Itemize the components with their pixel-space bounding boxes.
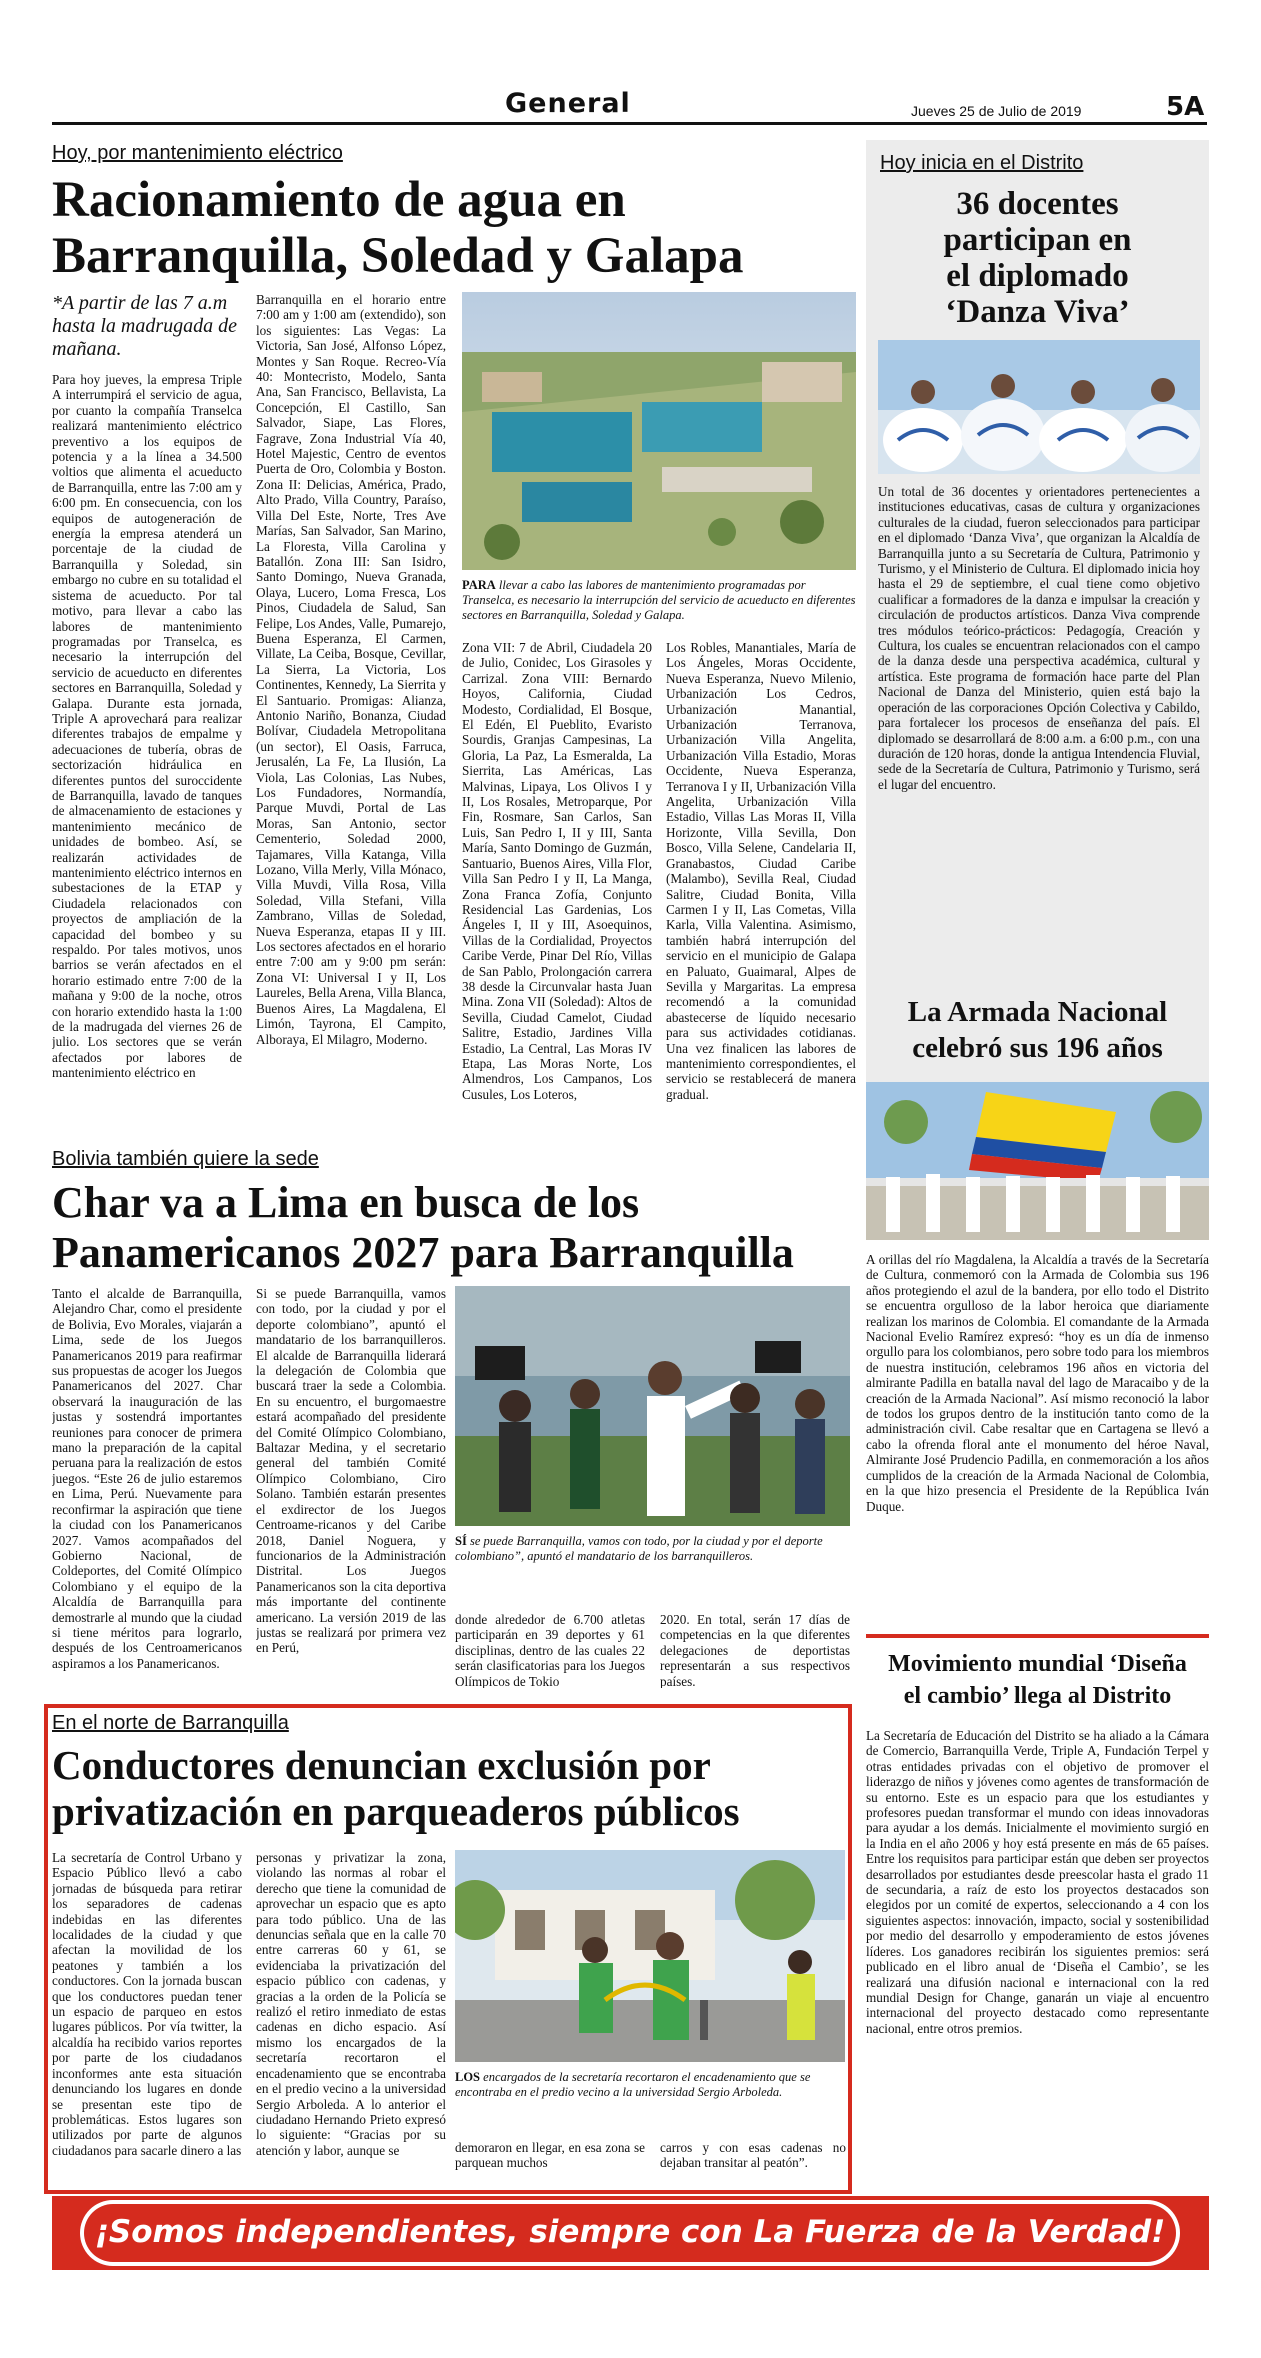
sidebar1-title-line2: participan en — [943, 222, 1132, 258]
article3-caption — [455, 2070, 845, 2104]
sidebar1-body: Un total de 36 docentes y orientadores pertenecientes a instituciones educativas, casas de cultura y organizaciones culturales de la ciudad, fueron seleccionados para participar en el diplomado ‘Danza Viva’, que organizan la Alcaldía de Barranquilla junto a su Secretaría de Cultura, Patrimonio y Turismo, y el Ministerio de Cultura. El diplomado inicia hoy hasta el 29 de septiembre, el cual tiene como objetivo cualificar a formadores de la danza e impulsar la creación y circulación de productos artísticos. Danza Viva comprende tres módulos teórico-prácticos: Pedagogía, Creación y Cultura, los cuales se encuentran relacionados con el campo de la danza desde una perspectiva académica, cultural y artística. Este programa de formación hace parte del Plan Nacional de Danza del Ministerio, quien está bajo la operación de las corporaciones Opción Colectiva y Cabildo, para fortalecer los procesos de enseñanza del país. El diplomado se desarrollará de 8:00 a.m. a 6:00 p.m., con una duración de 120 horas, donde la antigua Intendencia Fluvial, sede de la Secretaría de Cultura, Patrimonio y Turismo, será el lugar del encuentro. — [878, 484, 1200, 792]
article2-headline-line1: Char va a Lima en busca de los — [52, 1178, 640, 1227]
article2-col3: donde alrededor de 6.700 atletas participarán en 39 deportes y 61 disciplinas, dentro de las cuales 22 serán clasificatorias para los Juegos Olímpicos de Tokio — [455, 1612, 645, 1688]
header-date: Jueves 25 de Julio de 2019 — [911, 103, 1082, 119]
article3-headline-line2: privatización en parqueaderos públicos — [52, 1788, 740, 1834]
dancers-photo — [878, 340, 1200, 474]
article3-caption-text: encargados de la secretaría recortaron el encadenamiento que se encontraba en el predio vecino a la universidad Sergio Arboleda. — [455, 2070, 811, 2099]
article1-col4: Los Robles, Manantiales, María de Los Ángeles, Moras Occidente, Nueva Esperanza, Nuevo Milenio, Urbanización Los Cedros, Urbanización Manantial, Urbanización Terranova, Urbanización Villa Angelita, Urbanización Villa Estadio, Moras Occidente, Nueva Esperanza, Terranova I y II, Urbanización Villa Angelita, Urbanización Villa Estadio, Villas Las Moras II, Villa Horizonte, Villa Sevilla, Don Bosco, Villa Selene, Candelaria II, Granabastos, Ciudad Caribe (Malambo), Sevilla Real, Ciudad Salitre, Ciudad Bonita, Villa Carmen I y II, Las Cometas, Villa Karla, Villa Valentina. Asimismo, también habrá interrupción del servicio en el municipio de Galapa en Paluato, Guaimaral, Alpes de Sevilla y Margaritas. La empresa recomendó a la comunidad abastecerse de líquido necesario para sus actividades cotidianas. Una vez finalicen las labores de mantenimiento correspondientes, el servicio se restablecerá de manera gradual. — [666, 640, 856, 1102]
article3-col1: La secretaría de Control Urbano y Espacio Público llevó a cabo jornadas de búsqueda para retirar los separadores de cadenas indebidas en las diferentes localidades de la ciudad y que afectan la movilidad de los peatones y también a los conductores. Con la jornada buscan que los conductores puedan tener un espacio de parqueo en estos lugares públicos. Por vía twitter, la alcaldía ha recibido varios reportes por parte de los ciudadanos inconformes ante esta situación denunciando los lugares en donde se presentan este tipo de problemáticas. Estos lugares son utilizados por parte de algunos ciudadanos para sacarle dinero a las — [52, 1850, 242, 2158]
article2-caption-lead: SÍ — [455, 1534, 467, 1548]
sidebar3-title-line1: Movimiento mundial ‘Diseña — [888, 1651, 1187, 1677]
article2-caption-text: se puede Barranquilla, vamos con todo, por la ciudad y por el deporte colombiano”, apuntó el mandatario de los barranquilleros. — [455, 1534, 823, 1563]
sidebar1-title-line1: 36 docentes — [956, 186, 1119, 222]
article3-col3: demoraron en llegar, en esa zona se parquean muchos — [455, 2140, 645, 2171]
water-plant-image — [462, 292, 856, 570]
article2-headline-line2: Panamericanos 2027 para Barranquilla — [52, 1228, 794, 1277]
article1-headline-line1: Racionamiento de agua en — [52, 172, 626, 228]
article1-col2: Barranquilla en el horario entre 7:00 am y 1:00 am (extendido), son los siguientes: Las Vegas: La Victoria, San José, Alfonso López, Montes y San Roque. Recreo-Vía 40: Montecristo, Modelo, Santa Ana, San Francisco, Bellavista, La Concepción, El Castillo, San Salvador, Siape, Las Flores, Fagrave, Zona Industrial Vía 40, Hotel Majestic, Centro de eventos Puerta de Oro, Colombia y Boston. Zona II: Delicias, América, Prado, Alto Prado, Villa Country, Paraíso, Villa Del Este, Norte, Tres Ave Marías, San Salvador, San Marino, La Floresta, Villa Carolina y Batallón. Zona III: San Isidro, Santo Domingo, Nueva Granada, Olaya, Lucero, Loma Fresca, Los Pinos, Ciudadela de Salud, San Felipe, Los Andes, Valle, Pumarejo, Buena Esperanza, El Carmen, Villate, La Ceiba, Bosque, Cevillar, La Sierra, La Victoria, Los Continentes, Kennedy, La Sierrita y El Santuario. Promigas: Alianza, Antonio Nariño, Bonanza, Ciudad Bolívar, Ciudadela Metropolitana (un sector), El Oasis, Farruca, Jerusalén, La Fe, La Ilusión, La Viola, Las Colonias, Las Nubes, Los Fundadores, Normandía, Parque Muvdi, Portal de Las Moras, San Antonio, sector Cementerio, Soledad 2000, Tajamares, Villa Katanga, Villa Lozano, Villa Merly, Villa Mónaco, Villa Muvdi, Villa Rosa, Villa Soledad, Villa Stefani, Villa Zambrano, Villas de Soledad, Nueva Esperanza, etapas II y III. Los sectores afectados en el horario entre 7:00 am y 9:00 pm serán: Zona VI: Universal I y II, Los Laureles, Bella Arena, Villa Blanca, Buenos Aires, La Magdalena, El Limón, Tayrona, El Campito, Alboraya, El Milagro, Moderno. — [256, 292, 446, 1047]
article3-caption-lead: LOS — [455, 2070, 481, 2084]
char-image — [455, 1286, 850, 1526]
article1-col1: Para hoy jueves, la empresa Triple A interrumpirá el servicio de agua, por cuanto la compañía Transelca realizará mantenimiento eléctrico preventivo a los equipos de potencia y a la línea a 34.500 voltios que alimenta el acueducto de Barranquilla, entre las 7:00 am y 6:00 pm. En consecuencia, con los equipos de autogeneración de energía la empresa atenderá un porcentaje de la ciudad de Barranquilla y Soledad, sin embargo no cubre en su totalidad el sistema de acueducto. Por tal motivo, para llevar a cabo las labores de mantenimiento programadas por Transelca, es necesario la interrupción del servicio de acueducto en diferentes sectores en Barranquilla, Soledad y Galapa. Durante esta jornada, Triple A aprovechará para realizar diferentes trabajos de empalme y adecuaciones de tubería, obras de sectorización hidráulica en diferentes puntos del suroccidente de Barranquilla, lavado de tanques de almacenamiento de estaciones y mantenimiento mecánico de unidades de bombeo. Así, se realizarán actividades de mantenimiento eléctrico internos en subestaciones de la ETAP y Ciudadela relacionados con proyectos de ampliación de la capacidad del bombeo y su respaldo. Por tales motivos, unos barrios se verán afectados en el horario estimado entre 7:00 de la mañana y 9:00 de la noche, otros con horario extendido hasta la 1:00 de la madrugada del viernes 26 de julio. Los sectores que se verán afectados por labores de mantenimiento eléctrico en — [52, 372, 242, 1081]
article1-headline — [52, 172, 862, 284]
water-plant-photo — [462, 292, 856, 570]
article2-headline — [52, 1178, 862, 1278]
char-photo — [455, 1286, 850, 1526]
article2-kicker: Bolivia también quiere la sede — [52, 1148, 319, 1170]
sidebar2-title-line2: celebró sus 196 años — [912, 1032, 1163, 1064]
sidebar1-title — [866, 186, 1209, 330]
article1-col3: Zona VII: 7 de Abril, Ciudadela 20 de Julio, Conidec, Los Girasoles y Carrizal. Zona VIII: Bernardo Hoyos, California, Ciudad Modesto, Cordialidad, El Bosque, El Edén, El Pueblito, Evaristo Sourdis, Granjas Campesinas, La Gloria, La Paz, La Esmeralda, La Sierrita, Las Américas, Las Malvinas, Lipaya, Los Olivos I y II, Los Rosales, Metroparque, Por Fin, Rosmare, San Carlos, San Luis, San Pedro I, II y III, Santa María, Santo Domingo de Guzmán, Santuario, Buenos Aires, Villa Flor, Villa San Pedro I y II, La Manga, Zona Franca Zofía, Conjunto Residencial Las Gardenias, Los Ángeles I, II y III, Asoequinos, Villas de la Cordialidad, Proyectos Caribe Verde, Pinar Del Río, Villas de San Pablo, Prolongación carrera 38 desde la Circunvalar hasta Juan Mina. Zona VII (Soledad): Altos de Sevilla, Ciudad Camelot, Ciudad Salitre, Estadio, Jardines Villa Estadio, La Central, Las Moras IV Etapa, Las Moras Norte, Los Almendros, Los Campanos, Los Cusules, Los Loteros, — [462, 640, 652, 1102]
sidebar1-title-line4: ‘Danza Viva’ — [945, 294, 1130, 330]
article1-kicker: Hoy, por mantenimiento eléctrico — [52, 142, 343, 164]
article3-col2: personas y privatizar la zona, violando las normas al robar el derecho que tiene la comunidad de aprovechar un espacio que es apto para todo público. Una de las denuncias señala que en la calle 70 entre carreras 60 y 61, se evidenciaba la privatización del espacio público con cadenas, y gracias a la orden de la Policía se realizó el retiro inmediato de estas cadenas en dicho espacio. Así mismo los encargados de la secretaría recortaron el encadenamiento que se encontraba en el predio vecino a la universidad Sergio Arboleda. A lo anterior el ciudadano Hernando Prieto expresó lo siguiente: “Gracias por su atención y labor, aunque se — [256, 1850, 446, 2158]
article1-headline-line2: Barranquilla, Soledad y Galapa — [52, 228, 744, 284]
header-rule — [52, 122, 1207, 125]
article3-headline — [52, 1742, 842, 1834]
sidebar2-title-line1: La Armada Nacional — [907, 996, 1168, 1028]
sidebar3-title-line2: el cambio’ llega al Distrito — [903, 1683, 1172, 1709]
article1-caption-lead: PARA — [462, 578, 496, 592]
navy-image — [866, 1082, 1209, 1240]
parking-image — [455, 1850, 845, 2062]
article1-caption — [462, 578, 856, 628]
dancers-image — [878, 340, 1200, 474]
sidebar3-body: La Secretaría de Educación del Distrito se ha aliado a la Cámara de Comercio, Barranquilla Verde, Triple A, Fundación Terpel y otras entidades privadas con el objetivo de promover el liderazgo de niños y jóvenes como agentes de transformación de su entorno. Este es un espacio para que los estudiantes y profesores puedan transformar el mundo con ideas innovadoras para ayudar a los demás. Inicialmente el movimiento surgió en la India en el año 2006 y hoy está presente en más de 65 países. Entre los requisitos para participar están que deben ser proyectos desarrollados por estudiantes desde preescolar hasta el grado 11 de secundaria, a raíz de esto los proyectos destacados son elegidos por un comité de expertos, seleccionando a 4 con los siguientes aspectos: innovación, impacto, social y sostenibilidad por medio del desarrollo y empoderamiento de estos jóvenes líderes. Los ganadores recibirán los siguientes premios: será publicado en el libro anual de ‘Diseña el Cambio’, se les realizará una difusión nacional e internacional con la red mundial Design for Change, ganarán un viaje al encuentro internacional del proyecto destacado como representante nacional, entre otros premios. — [866, 1728, 1209, 2036]
sidebar-divider — [866, 1634, 1209, 1638]
sidebar2-body: A orillas del río Magdalena, la Alcaldía a través de la Secretaría de Cultura, conmemoró con la Armada de Colombia sus 196 años protegiendo el azul de la bandera, por ello todo el Distrito se encuentra orgulloso de la labor heroica que diariamente realizan los marinos de Colombia. El comandante de la Armada Nacional Evelio Ramírez expresó: “hoy es un día de inmenso orgullo para los colombianos, pero sobre todo para los miembros de nuestra institución, celebramos 196 años en victoria del almirante Padilla en batalla naval del lago de Maracaibo y de la creación de la Armada Nacional”. Así mismo reconoció la labor de todos los grupos dentro de la institución tanto como de la administración civil. Cabe resaltar que en Cartagena se llevó a cabo la ofrenda floral ante el monumento del héroe Naval, Almirante José Prudencio Padilla, en conmemoración a los años cumplidos de la creación de la Armada Nacional de Colombia, en la que hizo presencia el Presidente de la República Iván Duque. — [866, 1252, 1209, 1514]
article1-caption-text: llevar a cabo las labores de mantenimiento programadas por Transelca, es necesario la interrupción del servicio de acueducto en diferentes sectores en Barranquilla, Soledad y Galapa. — [462, 578, 856, 622]
article2-caption — [455, 1534, 850, 1568]
article3-col4: carros y con esas cadenas no dejaban transitar al peatón”. — [660, 2140, 846, 2171]
sidebar1-title-line3: el diplomado — [946, 258, 1129, 294]
sidebar3-title — [866, 1648, 1209, 1712]
article2-col4: 2020. En total, serán 17 días de competencias en la que diferentes delegaciones de deportistas representarán a sus respectivos países. — [660, 1612, 850, 1688]
article2-col2: Si se puede Barranquilla, vamos con todo, por la ciudad y por el deporte colombiano”, apuntó el mandatario de los barranquilleros. El alcalde de Barranquilla liderará la delegación de Colombia que buscará traer la sede a Colombia. En su encuentro, el burgomaestre estará acompañado del presidente del Comité Olímpico Colombiano, Baltazar Medina, y el secretario general del también Comité Olímpico Colombiano, Ciro Solano. También estarán presentes el exdirector de los Juegos Centroame-ricanos y del Caribe 2018, Daniel Noguera, y funcionarios de la Administración Distrital. Los Juegos Panamericanos son la cita deportiva más importante del continente americano. La versión 2019 de las justas se realizará por primera vez en Perú, — [256, 1286, 446, 1656]
parking-photo — [455, 1850, 845, 2062]
article3-kicker: En el norte de Barranquilla — [52, 1712, 289, 1734]
page-number: 5A — [1166, 92, 1205, 122]
article2-col1: Tanto el alcalde de Barranquilla, Alejandro Char, como el presidente de Bolivia, Evo Morales, viajarán a Lima, sede de los Juegos Panamericanos 2019 para reafirmar sus propuestas de acoger los Juegos Panamericanos del 2027. Char observará la inauguración de las justas y sostendrá importantes reuniones para conocer de primera mano la preparación de la capital peruana para la realización de estos juegos. “Este 26 de julio estaremos en Lima, Perú. Nuevamente para reconfirmar la aspiración que tiene la ciudad con los Panamericanos 2027. Vamos acompañados del Gobierno Nacional, de Coldeportes, del Comité Olímpico Colombiano y el equipo de la Alcaldía de Barranquilla para demostrarle al mundo que la ciudad si tiene méritos para lograrlo, después de los Centroamericanos aspiramos a los Panamericanos. — [52, 1286, 242, 1671]
article3-headline-line1: Conductores denuncian exclusión por — [52, 1742, 711, 1788]
article1-lead: *A partir de las 7 a.m hasta la madrugada de mañana. — [52, 292, 237, 360]
sidebar2-title — [866, 994, 1209, 1066]
sidebar1-kicker: Hoy inicia en el Distrito — [880, 152, 1084, 174]
section-title: General — [505, 88, 631, 119]
navy-photo — [866, 1082, 1209, 1240]
slogan-text: ¡Somos independientes, siempre con La Fuerza de la Verdad! — [94, 2214, 1166, 2250]
